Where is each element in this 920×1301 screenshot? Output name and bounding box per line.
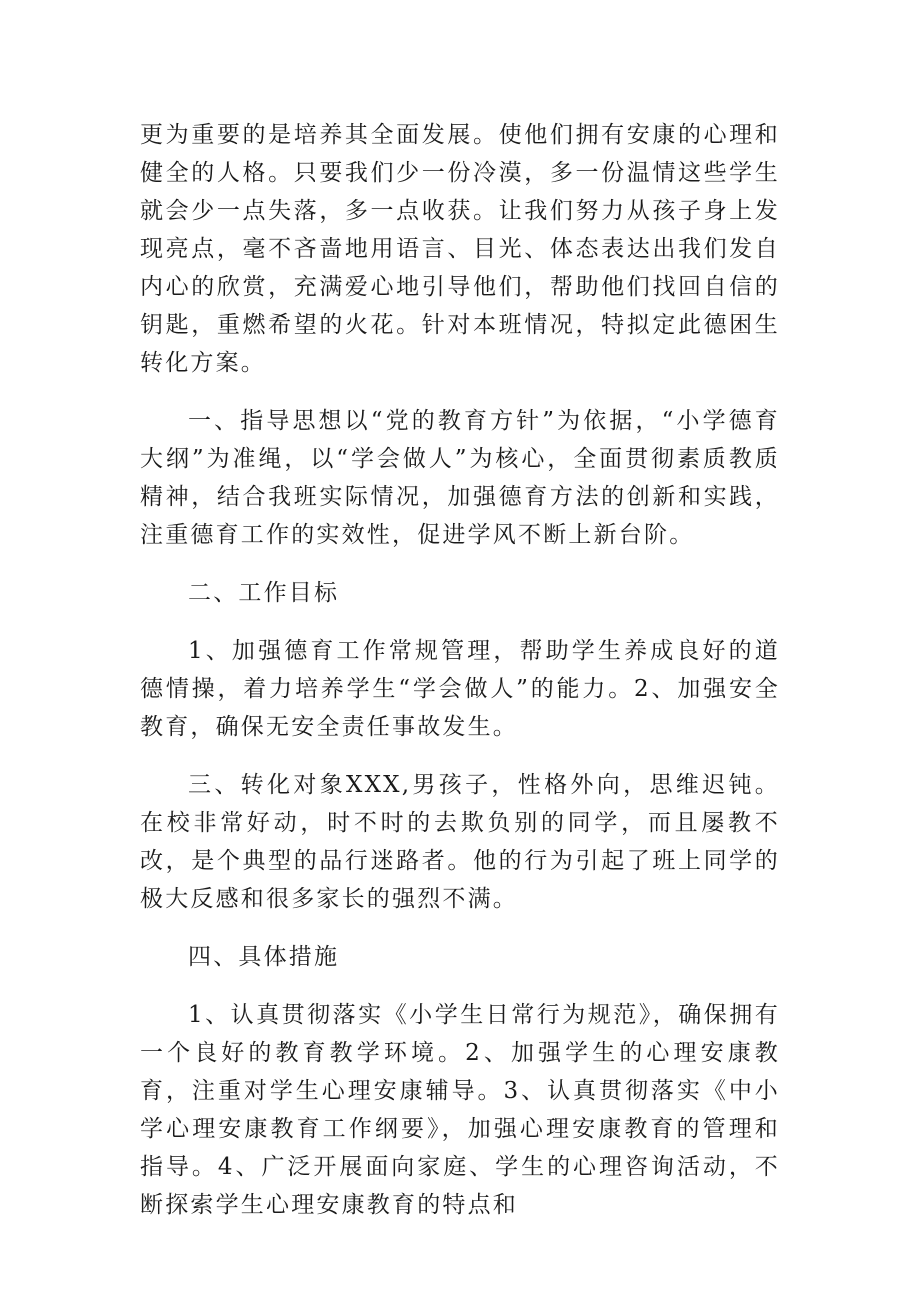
document-body (140, 116, 780, 1244)
measures-heading: 四、具体措施 (188, 944, 340, 970)
measures-paragraph: 1、认真贯彻落实《小学生日常行为规范》，确保拥有一个良好的教育教学环境。2、加强学生的心理安康教育，注重对学生心理安康辅导。3、认真贯彻落实《中小学心理安康教育工作纲要》，加强心理安康教育的管理和指导。4、广泛开展面向家庭、学生的心理咨询活动，不断探索学生心理安康教育的特点和 (140, 1002, 780, 1218)
intro-paragraph: 更为重要的是培养其全面发展。使他们拥有安康的心理和健全的人格。只要我们少一份冷漠，多一份温情这些学生就会少一点失落，多一点收获。让我们努力从孩子身上发现亮点，毫不吝啬地用语言、目光、体态表达出我们发自内心的欣赏，充满爱心地引导他们，帮助他们找回自信的钥匙，重燃希望的火花。针对本班情况，特拟定此德困生转化方案。 (140, 122, 780, 376)
work-goals-heading: 二、工作目标 (188, 580, 340, 606)
target-student-paragraph: 三、转化对象XXX,男孩子，性格外向，思维迟钝。在校非常好动，时不时的去欺负别的同学，而且屡教不改，是个典型的品行迷路者。他的行为引起了班上同学的极大反感和很多家长的强烈不满。 (140, 772, 780, 912)
guiding-ideology-paragraph: 一、指导思想以“党的教育方针”为依据，“小学德育大纲”为准绳，以“学会做人”为核心，全面贯彻素质教质精神，结合我班实际情况，加强德育方法的创新和实践，注重德育工作的实效性，促进学风不断上新台阶。 (140, 408, 780, 548)
work-goals-paragraph: 1、加强德育工作常规管理，帮助学生养成良好的道德情操，着力培养学生“学会做人”的能力。2、加强安全教育，确保无安全责任事故发生。 (140, 638, 780, 740)
